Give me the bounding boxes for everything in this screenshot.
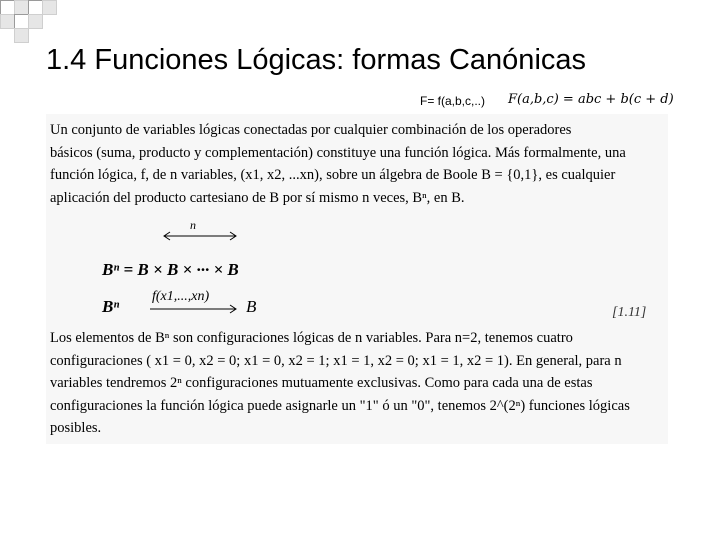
deco-square	[14, 28, 29, 43]
cartesian-product-equation: Bⁿ = B × B × ··· × B	[102, 260, 239, 279]
paragraph-line: aplicación del producto cartesiano de B por sí mismo n veces, Bⁿ, en B.	[50, 189, 465, 206]
function-expression: F(a,b,c) = abc + b(c + d)	[508, 92, 674, 107]
mapping-domain: Bⁿ	[102, 297, 120, 316]
mapping-codomain: B	[246, 297, 257, 316]
paragraph-line: función lógica, f, de n variables, (x1, x2, ...xn), sobre un álgebra de Boole B = {0,1}, es cualquier	[50, 167, 616, 183]
decorative-squares	[0, 0, 60, 45]
deco-square	[0, 14, 15, 29]
paragraph-line: variables tendremos 2ⁿ configuraciones mutuamente exclusivas. Como para cada una de estas	[50, 375, 593, 391]
deco-square	[0, 0, 15, 15]
paragraph-line: Los elementos de Bⁿ son configuraciones lógicas de n variables. Para n=2, tenemos cuatro	[50, 330, 573, 346]
paragraph-line: Un conjunto de variables lógicas conectadas por cualquier combinación de los operadores	[50, 122, 572, 138]
slide-title: 1.4 Funciones Lógicas: formas Canónicas	[46, 44, 587, 76]
n-label: n	[190, 218, 196, 232]
paragraph-line: básicos (suma, producto y complementación) constituye una función lógica. Más formalmente, una	[50, 144, 626, 161]
deco-square	[28, 0, 43, 15]
mapping-arrow	[150, 302, 240, 316]
intro-paragraph	[50, 119, 662, 209]
n-double-arrow	[160, 226, 240, 246]
deco-square	[14, 14, 29, 29]
mapping-function: f(x1,...,xn)	[152, 289, 210, 304]
second-paragraph	[50, 327, 662, 440]
deco-square	[14, 0, 29, 15]
deco-square	[42, 0, 57, 15]
equation-reference: [1.11]	[612, 305, 647, 320]
function-definition: F= f(a,b,c,..)	[420, 94, 486, 108]
paragraph-line: configuraciones ( x1 = 0, x2 = 0; x1 = 0, x2 = 1; x1 = 1, x2 = 0; x1 = 1, x2 = 1). En general, para n	[50, 352, 622, 369]
paragraph-line: configuraciones la función lógica puede asignarle un "1" ó un "0", tenemos 2^(2ⁿ) funciones lógicas	[50, 397, 630, 414]
paragraph-line: posibles.	[50, 420, 102, 436]
deco-square	[28, 14, 43, 29]
